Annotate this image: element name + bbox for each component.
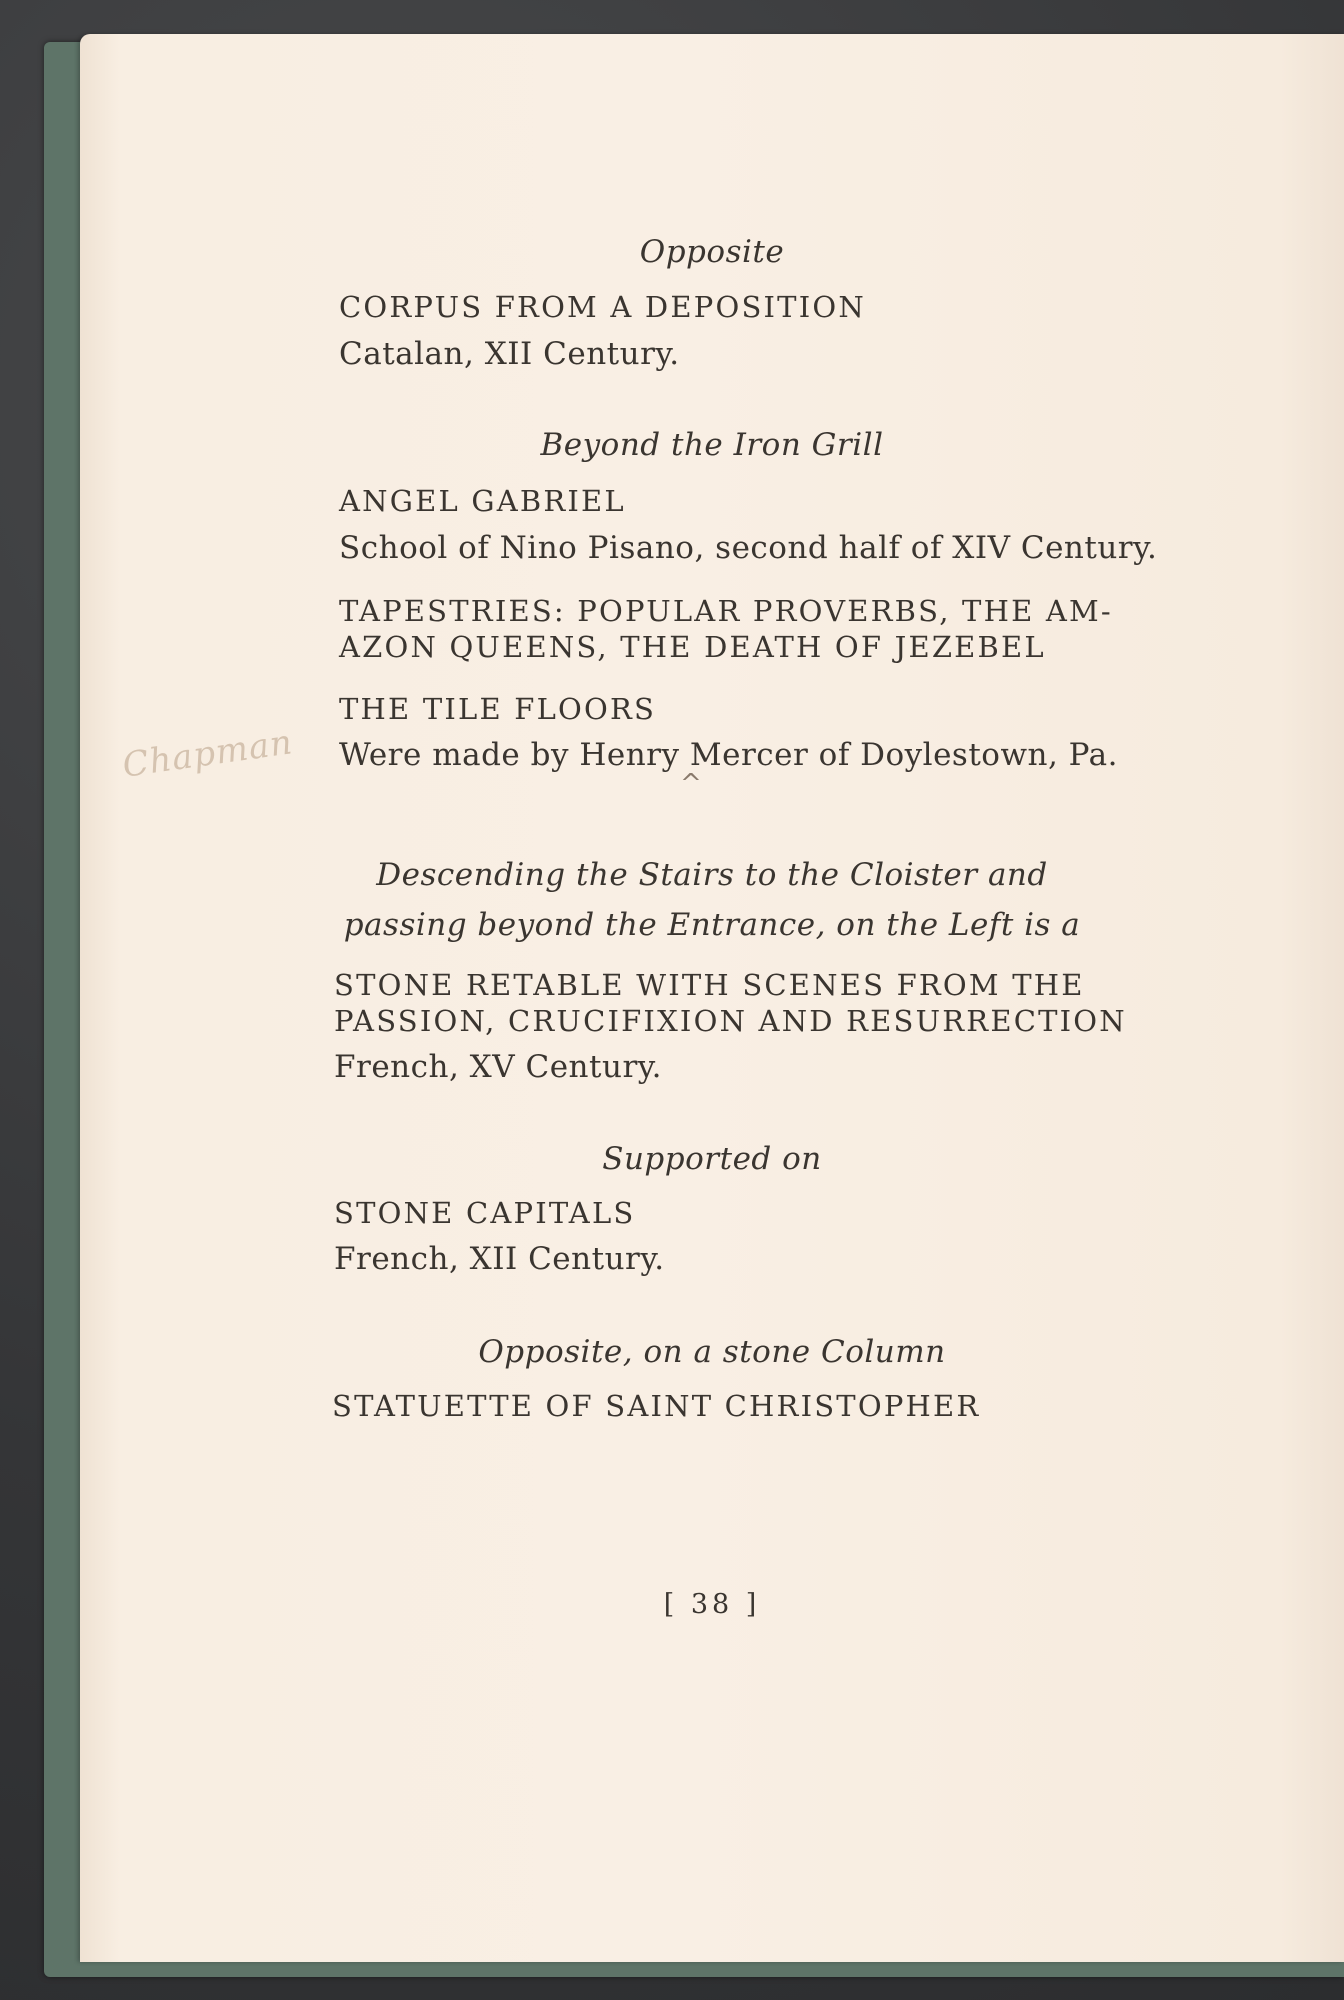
entry-title: TAPESTRIES: POPULAR PROVERBS, THE AM- bbox=[339, 594, 1113, 628]
entry-detail: School of Nino Pisano, second half of XIV Century. bbox=[339, 530, 1158, 566]
entry-title: ANGEL GABRIEL bbox=[339, 484, 626, 518]
page-content bbox=[80, 34, 1344, 1962]
entry-detail: Were made by Henry Mercer of Doylestown, Pa. bbox=[339, 737, 1118, 773]
entry-title: STATUETTE OF SAINT CHRISTOPHER bbox=[332, 1389, 981, 1423]
entry-title: THE TILE FLOORS bbox=[339, 692, 657, 726]
book-page bbox=[80, 34, 1344, 1962]
entry-detail: French, XII Century. bbox=[334, 1241, 665, 1277]
entry-detail: French, XV Century. bbox=[334, 1049, 663, 1085]
entry-title: STONE CAPITALS bbox=[334, 1196, 636, 1230]
section-heading: passing beyond the Entrance, on the Left is a bbox=[343, 907, 1081, 943]
handwritten-marginalia: Chapman bbox=[120, 722, 296, 786]
entry-detail: Catalan, XII Century. bbox=[339, 336, 680, 372]
section-heading: Supported on bbox=[602, 1141, 822, 1177]
section-heading: Beyond the Iron Grill bbox=[540, 427, 884, 463]
section-heading: Opposite bbox=[639, 234, 785, 270]
insertion-mark: ^ bbox=[680, 769, 702, 799]
entry-title: CORPUS FROM A DEPOSITION bbox=[339, 290, 866, 324]
page-number: [ 38 ] bbox=[663, 1589, 761, 1620]
section-heading: Descending the Stairs to the Cloister and bbox=[376, 857, 1048, 893]
section-heading: Opposite, on a stone Column bbox=[478, 1334, 946, 1370]
entry-title: AZON QUEENS, THE DEATH OF JEZEBEL bbox=[339, 630, 1046, 664]
entry-title: STONE RETABLE WITH SCENES FROM THE bbox=[334, 968, 1085, 1002]
entry-title: PASSION, CRUCIFIXION AND RESURRECTION bbox=[334, 1004, 1127, 1038]
